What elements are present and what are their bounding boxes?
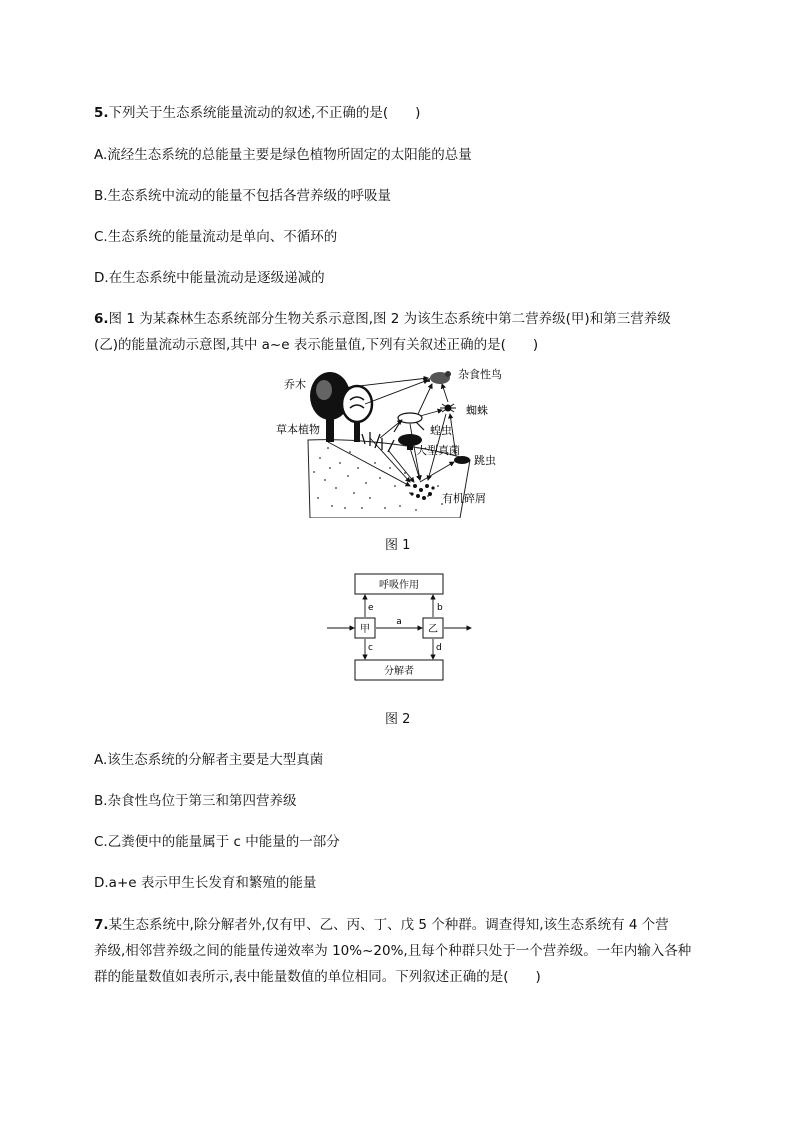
question-number: 7. [94, 917, 109, 933]
yi-label: 乙 [428, 624, 438, 635]
q6-option-a: A.该生态系统的分解者主要是大型真菌 [94, 752, 324, 768]
label-spider: 蜘蛛 [466, 404, 488, 417]
label-springtail: 跳虫 [474, 454, 496, 467]
figure-1-caption: 图 1 [385, 538, 411, 553]
question-number: 5. [94, 105, 109, 121]
label-herb: 草本植物 [276, 423, 320, 436]
q5-option-d: D.在生态系统中能量流动是逐级递减的 [94, 270, 325, 286]
decomposer-label: 分解者 [384, 666, 414, 677]
label-locust: 蝗虫 [430, 424, 452, 437]
figure-2-energy-diagram [325, 570, 475, 686]
arrow-a-label: a [396, 617, 402, 627]
spider-icon [440, 404, 456, 412]
respiration-label: 呼吸作用 [379, 580, 419, 591]
label-detritus: 有机碎屑 [442, 492, 486, 505]
springtail-icon [454, 456, 470, 464]
bird-icon [422, 371, 451, 384]
jia-label: 甲 [360, 624, 370, 635]
arrow-b-label: b [437, 603, 443, 613]
question-text: 图 1 为某森林生态系统部分生物关系示意图,图 2 为该生态系统中第二营养级(甲)和第三营养级 [108, 311, 671, 327]
q6-option-b: B.杂食性鸟位于第三和第四营养级 [94, 793, 297, 809]
figure-1-food-web [270, 368, 540, 518]
label-tree: 乔木 [284, 378, 306, 391]
q6-option-d: D.a+e 表示甲生长发育和繁殖的能量 [94, 875, 317, 891]
q6-option-c: C.乙粪便中的能量属于 c 中能量的一部分 [94, 834, 340, 850]
question-5-stem [94, 101, 420, 121]
question-number: 6. [94, 311, 109, 327]
q5-option-c: C.生态系统的能量流动是单向、不循环的 [94, 229, 338, 245]
question-6-stem [94, 307, 671, 327]
flow-arrows [327, 595, 471, 659]
question-text: 下列关于生态系统能量流动的叙述,不正确的是( ) [108, 105, 421, 121]
label-fungus: 大型真菌 [416, 444, 460, 457]
question-text: 某生态系统中,除分解者外,仅有甲、乙、丙、丁、戊 5 个种群。调查得知,该生态系统有 4 个营 [108, 917, 669, 933]
figure-2-caption: 图 2 [385, 712, 411, 727]
question-7-line2: 养级,相邻营养级之间的能量传递效率为 10%~20%,且每个种群只处于一个营养级。一年内输入各种 [94, 943, 692, 959]
question-7-line3: 群的能量数值如表所示,表中能量数值的单位相同。下列叙述正确的是( ) [94, 969, 541, 985]
arrow-e-label: e [368, 603, 374, 613]
arrow-c-label: c [368, 643, 373, 653]
arrow-d-label: d [436, 643, 442, 653]
q5-option-a: A.流经生态系统的总能量主要是绿色植物所固定的太阳能的总量 [94, 147, 472, 163]
q5-option-b: B.生态系统中流动的能量不包括各营养级的呼吸量 [94, 188, 392, 204]
question-6-stem-line2: (乙)的能量流动示意图,其中 a~e 表示能量值,下列有关叙述正确的是( ) [94, 337, 539, 353]
label-bird: 杂食性鸟 [458, 368, 502, 381]
question-7-stem [94, 913, 669, 933]
